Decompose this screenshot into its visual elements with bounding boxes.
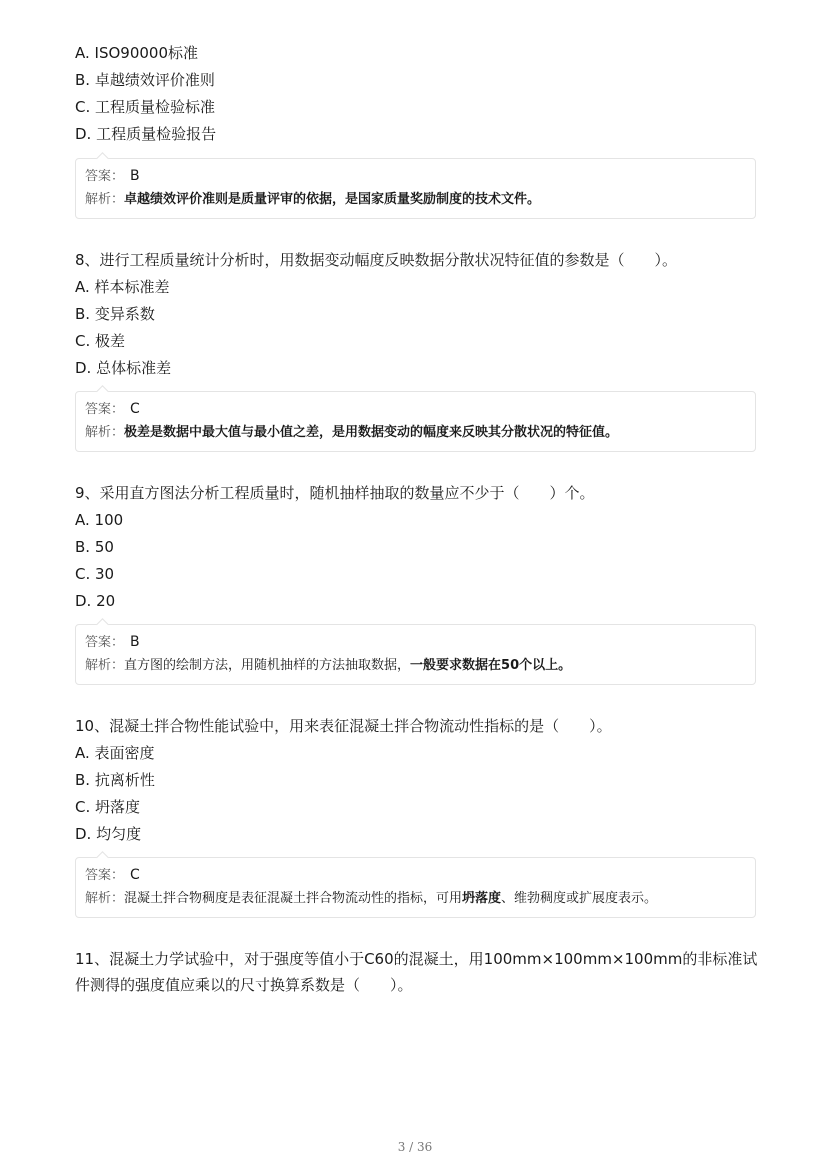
answer-box-q10 <box>75 857 756 918</box>
question-9-options <box>75 507 755 615</box>
page-indicator: 3 / 36 <box>397 1140 433 1154</box>
answer-value: C <box>130 401 140 417</box>
answer-value: B <box>130 634 140 650</box>
answer-box-q8 <box>75 391 756 452</box>
answer-line <box>85 864 746 887</box>
option-b: B. 抗离析性 <box>75 771 155 789</box>
question-9: 9、采用直方图法分析工程质量时，随机抽样抽取的数量应不少于（ ）个。 <box>75 484 595 502</box>
explanation-text-end: 、维勃稠度或扩展度表示。 <box>501 891 658 906</box>
explanation-text: 混凝土拌合物稠度是表征混凝土拌合物流动性的指标，可用 <box>124 891 463 906</box>
explanation-label: 解析： <box>85 192 125 207</box>
option-b: B. 50 <box>75 538 114 556</box>
option-d: D. 均匀度 <box>75 825 142 843</box>
explanation-label: 解析： <box>85 658 125 673</box>
explanation-text: 极差是数据中最大值与最小值之差，是用数据变动的幅度来反映其分散状况的特征值。 <box>124 425 619 440</box>
explanation-label: 解析： <box>85 891 125 906</box>
answer-box-q7 <box>75 158 756 219</box>
answer-label: 答案： <box>85 868 125 883</box>
answer-value: B <box>130 168 140 184</box>
page-content <box>75 40 758 998</box>
question-8: 8、进行工程质量统计分析时，用数据变动幅度反映数据分散状况特征值的参数是（ ）。 <box>75 251 678 269</box>
option-d: D. 20 <box>75 592 116 610</box>
explanation-text: 卓越绩效评价准则是质量评审的依据，是国家质量奖励制度的技术文件。 <box>124 192 541 207</box>
question-10: 10、混凝土拌合物性能试验中，用来表征混凝土拌合物流动性指标的是（ ）。 <box>75 717 612 735</box>
answer-line <box>85 398 746 421</box>
option-a: A. ISO90000标准 <box>75 44 199 62</box>
answer-label: 答案： <box>85 402 125 417</box>
explanation-text: 直方图的绘制方法，用随机抽样的方法抽取数据， <box>124 658 411 673</box>
answer-value: C <box>130 867 140 883</box>
option-c: C. 工程质量检验标准 <box>75 98 216 116</box>
notch-decoration <box>96 618 109 631</box>
question-10-options <box>75 740 755 848</box>
notch-decoration <box>96 385 109 398</box>
question-8-options <box>75 274 755 382</box>
option-a: A. 样本标准差 <box>75 278 170 296</box>
option-a: A. 表面密度 <box>75 744 155 762</box>
explanation-line <box>85 887 725 910</box>
explanation-label: 解析： <box>85 425 125 440</box>
option-c: C. 坍落度 <box>75 798 141 816</box>
option-c: C. 30 <box>75 565 115 583</box>
answer-line <box>85 165 746 188</box>
option-c: C. 极差 <box>75 332 126 350</box>
explanation-emphasis: 坍落度 <box>462 891 502 906</box>
option-d: D. 工程质量检验报告 <box>75 125 217 143</box>
answer-label: 答案： <box>85 169 125 184</box>
notch-decoration <box>96 152 109 165</box>
question-11: 11、混凝土力学试验中，对于强度等值小于C60的混凝土，用100mm×100mm×100mm的非标准试件测得的强度值应乘以的尺寸换算系数是（ ）。 <box>75 950 758 994</box>
option-b: B. 卓越绩效评价准则 <box>75 71 215 89</box>
explanation-line <box>85 188 746 211</box>
question-7-options <box>75 40 755 148</box>
notch-decoration <box>96 851 109 864</box>
answer-label: 答案： <box>85 635 125 650</box>
explanation-line <box>85 654 746 677</box>
explanation-emphasis: 一般要求数据在50个以上。 <box>410 658 572 673</box>
answer-box-q9 <box>75 624 756 685</box>
explanation-line <box>85 421 746 444</box>
answer-line <box>85 631 746 654</box>
option-b: B. 变异系数 <box>75 305 155 323</box>
option-d: D. 总体标准差 <box>75 359 172 377</box>
option-a: A. 100 <box>75 511 124 529</box>
